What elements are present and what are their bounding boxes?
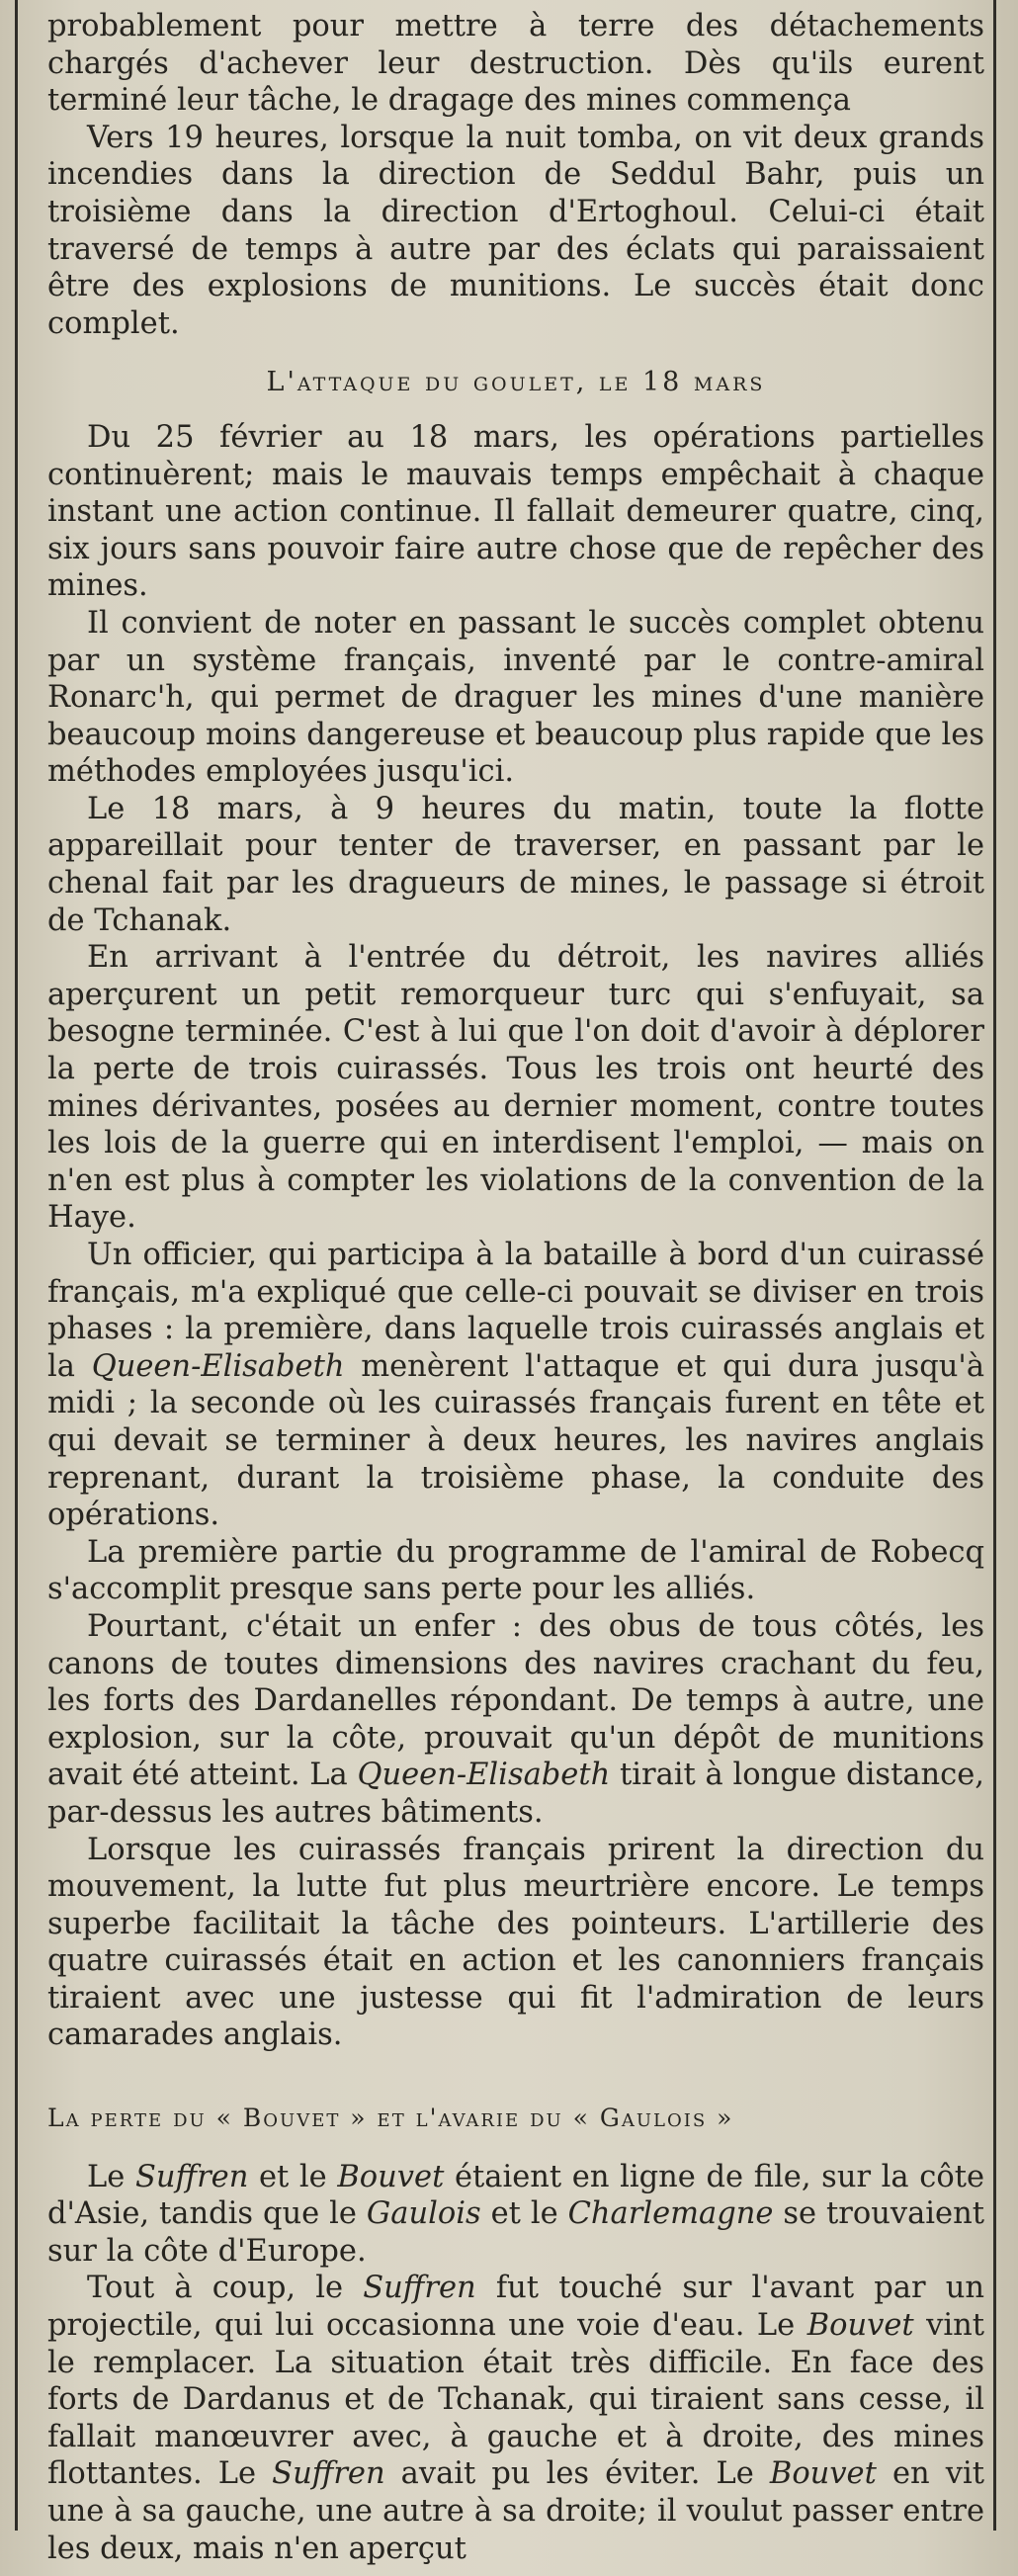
text-run: vint le remplacer. La situation était très difficile. En face des forts de Dardanus et de Tchanak, qui tiraient sans cesse, il fallait manœuvrer avec, à gauche et à droite, des mines flottantes. Le: [47, 2308, 984, 2492]
text-run: en vit une à sa gauche, une autre à sa droite; il voulut passer entre les deux, mais n'en aperçut: [47, 2456, 984, 2566]
paragraph: probablement pour mettre à terre des détachements chargés d'achever leur destruction. Dès qu'ils eurent terminé leur tâche, le dragage des mines commença: [47, 9, 984, 119]
ship-name: Bouvet: [806, 2308, 914, 2344]
right-column-rule: [993, 0, 996, 2531]
ship-name: Bouvet: [769, 2456, 877, 2492]
paragraph: [47, 1237, 984, 1534]
ship-name: Charlemagne: [567, 2196, 774, 2232]
paragraph: Lorsque les cuirassés français prirent la direction du mouvement, la lutte fut plus meurtrière encore. Le temps superbe facilitait la tâche des pointeurs. L'artillerie des quatre cuirassés était en action et les canonniers français tiraient avec une justesse qui fit l'admiration de leurs camarades anglais.: [47, 1832, 984, 2053]
left-column-rule: [15, 0, 18, 2531]
ship-name: Queen-Elisabeth: [357, 1758, 611, 1793]
text-run: étaient en ligne de file, sur la côte d'Asie, tandis que le: [47, 2159, 984, 2232]
text-run: avait pu les éviter. Le: [384, 2456, 770, 2492]
section-heading-attaque: L'attaque du goulet, le 18 mars: [266, 367, 766, 398]
text-run: fut touché sur l'avant par un projectile, qui lui occasionna une voie d'eau. Le: [47, 2271, 984, 2344]
paragraph: Le 18 mars, à 9 heures du matin, toute la flotte appareillait pour tenter de traverser, en passant par le chenal fait par les dragueurs de mines, le passage si étroit de Tchanak.: [47, 791, 984, 938]
ship-name: Suffren: [272, 2456, 385, 2492]
ship-name: Suffren: [363, 2271, 476, 2306]
paragraph: Il convient de noter en passant le succès complet obtenu par un système français, inventé par le contre-amiral Ronarc'h, qui permet de draguer les mines d'une manière beaucoup moins dangereuse et beaucoup plus rapide que les méthodes employées jusqu'ici.: [47, 605, 984, 790]
paragraph: [47, 2270, 984, 2567]
paragraph: Du 25 février au 18 mars, les opérations partielles continuèrent; mais le mauvais temps empêchait à chaque instant une action continue. Il fallait demeurer quatre, cinq, six jours sans pouvoir faire autre chose que de repêcher des mines.: [47, 419, 984, 604]
ship-name: Gaulois: [366, 2196, 481, 2232]
ship-name: Bouvet: [337, 2159, 445, 2194]
ship-name: Queen-Elisabeth: [91, 1348, 345, 1384]
text-run: tirait à longue distance, par-dessus les autres bâtiments.: [47, 1758, 984, 1830]
text-run: et le: [248, 2159, 338, 2194]
paragraph: [47, 2159, 984, 2271]
text-column: [47, 8, 984, 2567]
text-run: Le: [87, 2159, 135, 2194]
text-run: Tout à coup, le: [87, 2271, 364, 2306]
text-run: Un officier, qui participa à la bataille à bord d'un cuirassé français, m'a expliqué que celle-ci pouvait se diviser en trois phases : la première, dans laquelle trois cuirassés anglais et la: [47, 1238, 984, 1384]
paragraph: Vers 19 heures, lorsque la nuit tomba, on vit deux grands incendies dans la direction de Seddul Bahr, puis un troisième dans la direction d'Ertoghoul. Celui-ci était traversé de temps à autre par des éclats qui paraissaient être des explosions de munitions. Le succès était donc complet.: [47, 120, 984, 341]
ship-name: Suffren: [134, 2159, 249, 2194]
text-run: menèrent l'attaque et qui dura jusqu'à midi ; la seconde où les cuirassés français furent en tête et qui devait se terminer à deux heures, les navires anglais reprenant, durant la troisième phase, la conduite des opérations.: [47, 1348, 984, 1533]
section-heading-bouvet: La perte du « Bouvet » et l'avarie du « Gaulois »: [47, 2104, 734, 2133]
text-run: Pourtant, c'était un enfer : des obus de tous côtés, les canons de toutes dimensions des navires crachant du feu, les forts des Dardanelles répondant. De temps à autre, une explosion, sur la côte, prouvait qu'un dépôt de munitions avait été atteint. La: [47, 1608, 984, 1793]
paragraph: [47, 1608, 984, 1832]
paragraph: La première partie du programme de l'amiral de Robecq s'accomplit presque sans perte pour les alliés.: [47, 1534, 984, 1607]
text-run: et le: [480, 2196, 568, 2232]
paragraph: En arrivant à l'entrée du détroit, les navires alliés aperçurent un petit remorqueur turc qui s'enfuyait, sa besogne terminée. C'est à lui que l'on doit d'avoir à déplorer la perte de trois cuirassés. Tous les trois ont heurté des mines dérivantes, posées au dernier moment, contre toutes les lois de la guerre qui en interdisent l'emploi, — mais on n'en est plus à compter les violations de la convention de la Haye.: [47, 940, 984, 1236]
text-run: se trouvaient sur la côte d'Europe.: [47, 2196, 985, 2269]
